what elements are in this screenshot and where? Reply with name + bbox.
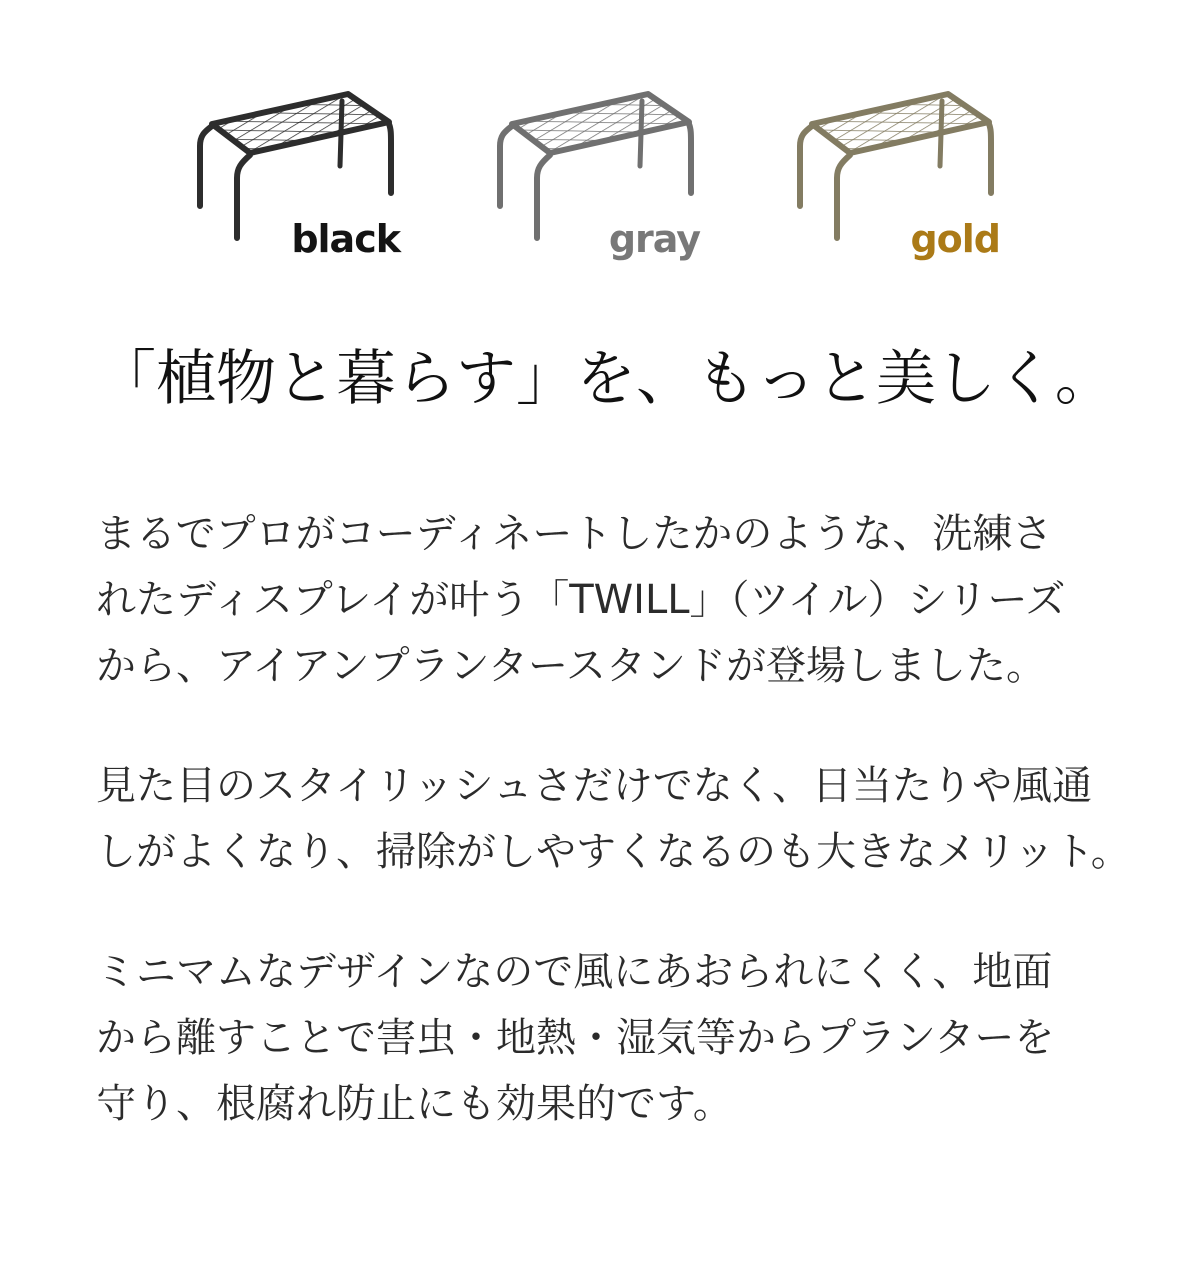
- paragraph-line: しがよくなり、掃除がしやすくなるのも大きなメリット。: [96, 829, 1131, 875]
- color-variation-row: [150, 75, 1050, 260]
- color-label-gray: gray: [608, 217, 700, 261]
- paragraph-line: 見た目のスタイリッシュさだけでなく、日当たりや風通: [96, 763, 1092, 809]
- catch-copy-headline: 「植物と暮らす」を、もっと美しく。: [96, 344, 1115, 414]
- planter-stand-gold-image: [750, 75, 1050, 260]
- color-label-black: black: [291, 217, 400, 261]
- product-variant-gold: [750, 75, 1050, 260]
- paragraph-line: から離すことで害虫・地熱・湿気等からプランターを: [96, 1015, 1055, 1061]
- design-paragraph: [96, 939, 1104, 1137]
- planter-stand-gray-image: [450, 75, 750, 260]
- product-variant-black: [150, 75, 450, 260]
- benefit-paragraph: [96, 753, 1131, 885]
- product-variant-gray: [450, 75, 750, 260]
- paragraph-line: まるでプロがコーディネートしたかのような、洗練さ: [96, 511, 1053, 557]
- paragraph-line: れたディスプレイが叶う「TWILL」（ツイル）シリーズ: [96, 577, 1066, 623]
- description-section: [96, 334, 1131, 1137]
- color-label-gold: gold: [910, 217, 1000, 261]
- paragraph-line: から、アイアンプランタースタンドが登場しました。: [96, 643, 1046, 689]
- paragraph-line: 守り、根腐れ防止にも効果的です。: [96, 1081, 733, 1127]
- paragraph-line: ミニマムなデザインなので風にあおられにくく、地面: [96, 949, 1053, 995]
- intro-paragraph: [96, 501, 1104, 699]
